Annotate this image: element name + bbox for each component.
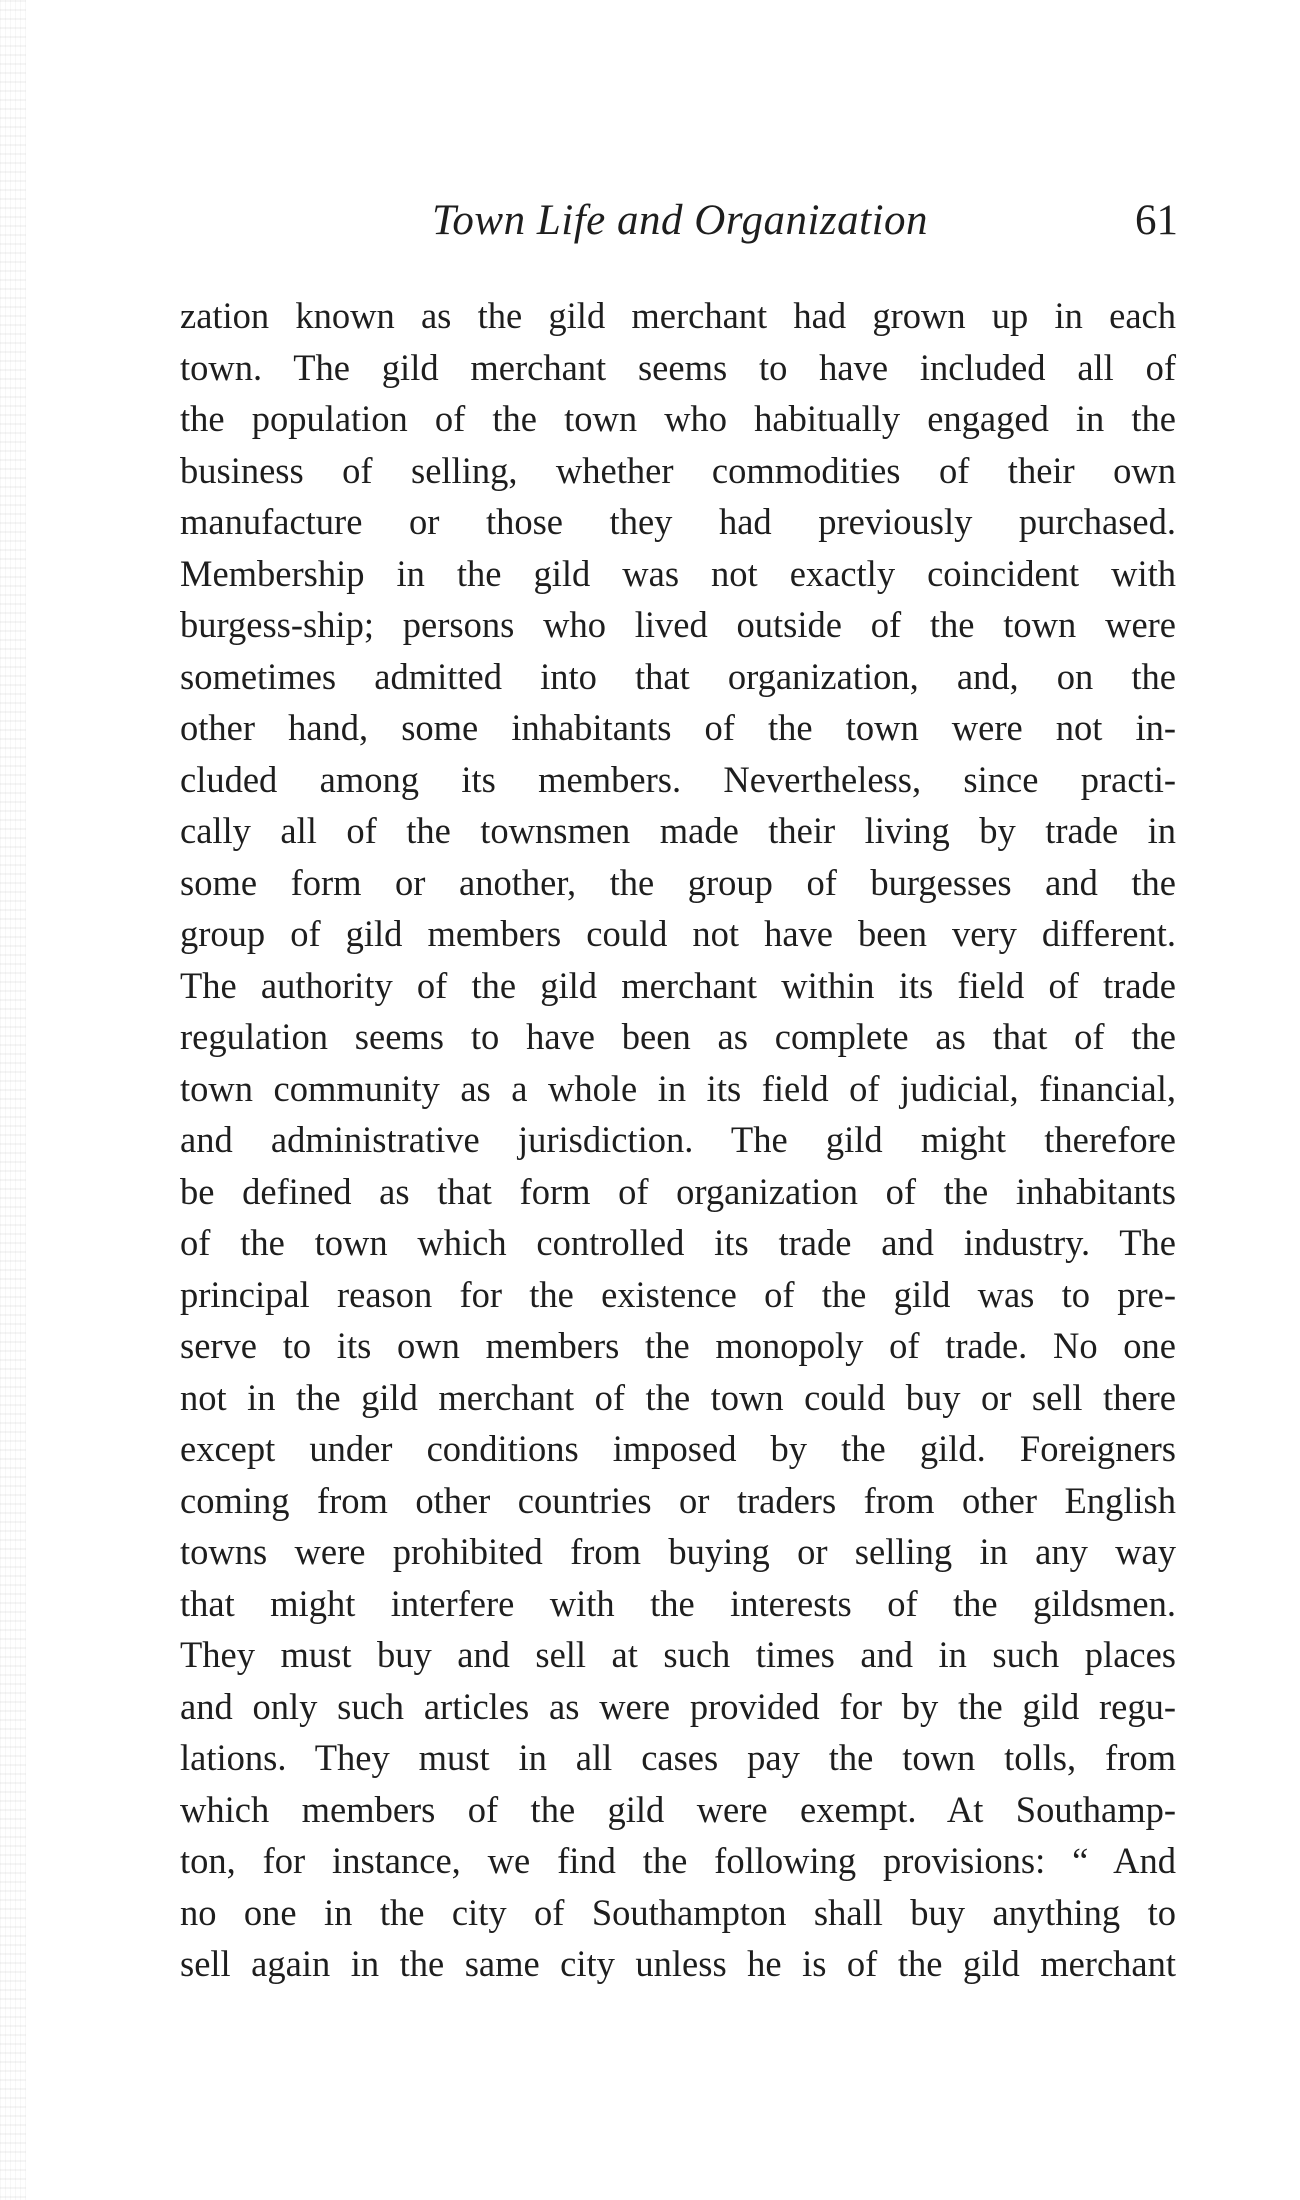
text-line: which members of the gild were exempt. At Southamp- (180, 1788, 1176, 1830)
text-line: sell again in the same city unless he is of the gild merchant (180, 1943, 1176, 1984)
text-line: manufacture or those they had previously purchased. (180, 501, 1176, 542)
text-line: ton, for instance, we find the following provisions: “ And (180, 1840, 1176, 1881)
text-line: cluded among its members. Nevertheless, since practi- (180, 758, 1176, 800)
text-line: sometimes admitted into that organization, and, on the (180, 655, 1176, 697)
text-line: cally all of the townsmen made their living by trade in (180, 810, 1176, 851)
text-line: They must buy and sell at such times and in such places (180, 1634, 1176, 1675)
text-line: principal reason for the existence of the gild was to pre- (180, 1273, 1176, 1315)
scan-edge-artifact (0, 0, 26, 2200)
text-line: town. The gild merchant seems to have included all of (180, 346, 1176, 388)
text-line: towns were prohibited from buying or selling in any way (180, 1531, 1176, 1572)
text-line: be defined as that form of organization of the inhabitants (180, 1170, 1176, 1212)
page-number: 61 (1135, 197, 1178, 244)
text-line: and administrative jurisdiction. The gild might therefore (180, 1119, 1176, 1160)
text-line: the population of the town who habitually engaged in the (180, 398, 1176, 439)
text-line: and only such articles as were provided for by the gild regu- (180, 1685, 1176, 1727)
text-line: Membership in the gild was not exactly coincident with (180, 552, 1176, 594)
text-line: no one in the city of Southampton shall buy anything to (180, 1891, 1176, 1933)
text-line: of the town which controlled its trade and industry. The (180, 1222, 1176, 1263)
text-line: business of selling, whether commodities of their own (180, 449, 1176, 491)
text-line: not in the gild merchant of the town could buy or sell there (180, 1376, 1176, 1418)
body-text (180, 290, 1176, 1990)
text-line: that might interfere with the interests of the gildsmen. (180, 1582, 1176, 1624)
text-line: except under conditions imposed by the gild. Foreigners (180, 1428, 1176, 1469)
text-line: serve to its own members the monopoly of trade. No one (180, 1325, 1176, 1366)
text-line: lations. They must in all cases pay the town tolls, from (180, 1737, 1176, 1778)
text-line: burgess-ship; persons who lived outside of the town were (180, 604, 1176, 645)
text-line: coming from other countries or traders from other English (180, 1479, 1176, 1521)
text-line: other hand, some inhabitants of the town were not in- (180, 707, 1176, 748)
page-header (180, 196, 1180, 256)
running-title: Town Life and Organization (431, 197, 929, 244)
text-line: The authority of the gild merchant within its field of trade (180, 964, 1176, 1006)
text-line: zation known as the gild merchant had grown up in each (180, 295, 1176, 336)
text-line: regulation seems to have been as complete as that of the (180, 1016, 1176, 1057)
text-line: group of gild members could not have been very different. (180, 913, 1176, 954)
text-line: town community as a whole in its field of judicial, financial, (180, 1067, 1176, 1109)
text-line: some form or another, the group of burgesses and the (180, 861, 1176, 903)
